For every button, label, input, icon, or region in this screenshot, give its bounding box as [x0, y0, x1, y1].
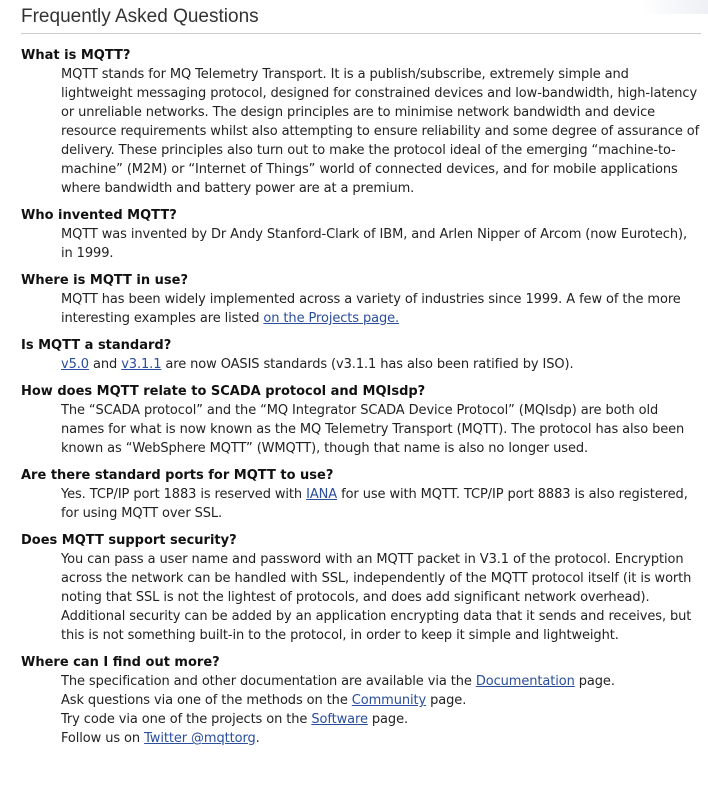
answer-text: page. [367, 712, 409, 727]
answer-paragraph [61, 225, 701, 263]
title-bar-glare [640, 0, 708, 14]
link-documentation[interactable]: Documentation [475, 674, 575, 689]
answer-text: Ask questions via one of the methods on the [61, 693, 352, 708]
answer-text: are now OASIS standards (v3.1.1 has also been ratified by ISO). [161, 357, 574, 372]
answer-text: for use with MQTT. TCP/IP port 8883 is also registered, for using MQTT over SSL. [61, 487, 688, 521]
answer-text: and [88, 357, 122, 372]
faq-question: Where can I find out more? [21, 655, 220, 670]
answer-paragraph [61, 290, 701, 328]
answer-text: The “SCADA protocol” and the “MQ Integrator SCADA Device Protocol” (MQIsdp) are both old names for what is now known as the MQ Telemetry Transport (MQTT). The protocol has also been known as “WebSphere MQTT” (WMQTT), though that name is also no longer used. [61, 403, 685, 456]
faq-question: How does MQTT relate to SCADA protocol and MQIsdp? [21, 384, 426, 399]
faq-question: What is MQTT? [21, 48, 131, 63]
answer-text: MQTT has been widely implemented across a variety of industries since 1999. A few of the more interesting examples are listed [61, 292, 681, 326]
title-divider [21, 33, 701, 34]
faq-answer [61, 290, 701, 328]
answer-text: . [255, 731, 260, 746]
faq-answer [61, 401, 701, 458]
link-iana[interactable]: IANA [306, 487, 338, 502]
faq-question: Are there standard ports for MQTT to use? [21, 468, 334, 483]
answer-text: You can pass a user name and password with an MQTT packet in V3.1 of the protocol. Encryption across the network can be handled with SSL, independently of the MQTT protocol itself (it is worth noting that SSL is not the lightest of protocols, and does add significant network overhead). Additional security can be added by an application encrypting data that it sends and receives, but this is not something built-in to the protocol, in order to keep it simple and lightweight. [61, 552, 692, 643]
faq-question: Where is MQTT in use? [21, 273, 189, 288]
answer-text: page. [574, 674, 615, 689]
link-community[interactable]: Community [351, 693, 427, 708]
faq-answer [61, 65, 701, 198]
answer-paragraph [61, 65, 701, 198]
faq-answer [61, 225, 701, 263]
answer-text: Yes. TCP/IP port 1883 is reserved with [61, 487, 307, 502]
answer-text: page. [426, 693, 467, 708]
link-on-the-projects-page[interactable]: on the Projects page. [263, 311, 400, 326]
answer-text: MQTT stands for MQ Telemetry Transport. It is a publish/subscribe, extremely simple and lightweight messaging protocol, designed for constrained devices and low-bandwidth, high-latency or unreliable networks. The design principles are to minimise network bandwidth and device resource requirements whilst also attempting to ensure reliability and some degree of assurance of delivery. These principles also turn out to make the protocol ideal of the emerging “machine-to-machine” (M2M) or “Internet of Things” world of connected devices, and for mobile applications where bandwidth and battery power are at a premium. [61, 67, 700, 196]
answer-text: Try code via one of the projects on the [61, 712, 312, 727]
answer-text: Follow us on [61, 731, 145, 746]
faq-question: Who invented MQTT? [21, 208, 177, 223]
answer-paragraph [61, 550, 701, 645]
faq-list [21, 46, 701, 756]
answer-paragraph [61, 355, 701, 374]
page-title: Frequently Asked Questions [21, 6, 259, 27]
link-v5-0[interactable]: v5.0 [61, 357, 89, 372]
answer-paragraph [61, 710, 701, 729]
faq-answer [61, 550, 701, 645]
answer-paragraph [61, 672, 701, 691]
answer-paragraph [61, 729, 701, 748]
answer-paragraph [61, 485, 701, 523]
faq-question: Does MQTT support security? [21, 533, 237, 548]
answer-paragraph [61, 691, 701, 710]
faq-answer [61, 672, 701, 748]
answer-paragraph [61, 401, 701, 458]
faq-answer [61, 355, 701, 374]
faq-question: Is MQTT a standard? [21, 338, 172, 353]
faq-answer [61, 485, 701, 523]
answer-text: The specification and other documentation are available via the [61, 674, 476, 689]
link-v3-1-1[interactable]: v3.1.1 [121, 357, 162, 372]
answer-text: MQTT was invented by Dr Andy Stanford-Clark of IBM, and Arlen Nipper of Arcom (now Eurotech), in 1999. [61, 227, 687, 261]
link-twitter-mqttorg[interactable]: Twitter @mqttorg [144, 731, 256, 746]
link-software[interactable]: Software [311, 712, 368, 727]
